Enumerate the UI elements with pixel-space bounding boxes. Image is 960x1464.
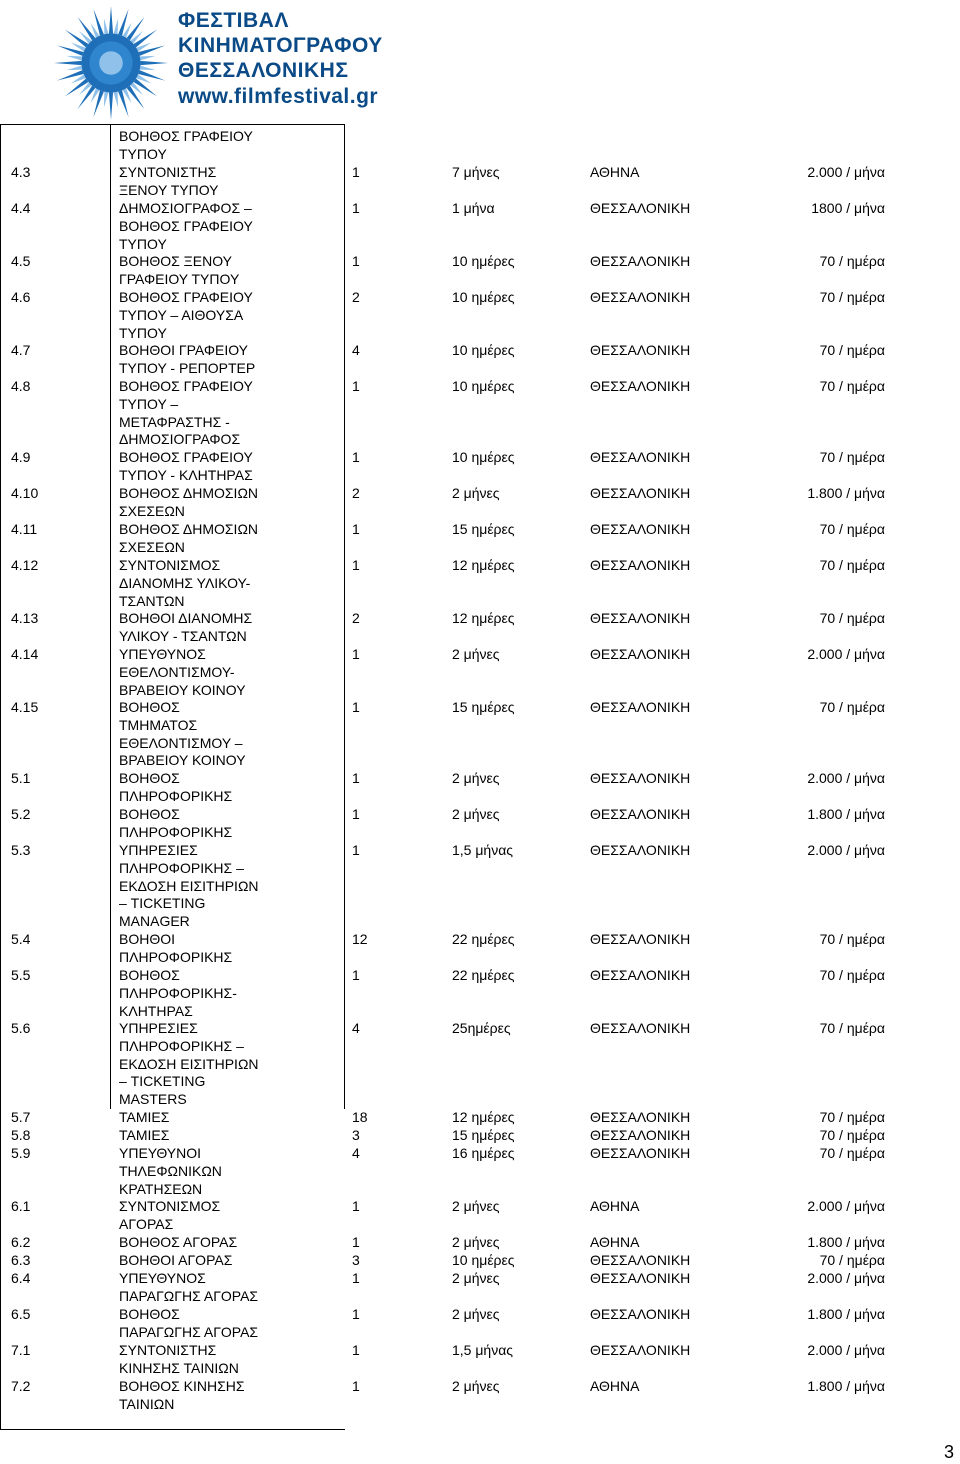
headcount-cell: 1 [352, 646, 360, 662]
headcount-cell: 1 [352, 1378, 360, 1394]
duration-cell: 15 ημέρες [452, 699, 515, 715]
pay-rate-cell: 1800 / μήνα [811, 200, 885, 216]
column-divider-details [344, 124, 345, 1109]
sun-ray [140, 56, 156, 61]
row-number-cell: 5.2 [11, 806, 31, 822]
column-divider-role [110, 124, 111, 1109]
location-cell: ΘΕΣΣΑΛΟΝΙΚΗ [590, 1020, 691, 1036]
role-title-cell: ΒΟΗΘΟΙ ΓΡΑΦΕΙΟΥ ΤΥΠΟΥ - ΡΕΠΟΡΤΕΡ [119, 342, 256, 376]
pay-rate-cell: 1.800 / μήνα [807, 1378, 885, 1394]
headcount-cell: 1 [352, 521, 360, 537]
row-number-cell: 4.5 [11, 253, 31, 269]
duration-cell: 1,5 μήνας [452, 842, 514, 858]
role-title-cell: ΣΥΝΤΟΝΙΣΤΗΣ ΚΙΝΗΣΗΣ ΤΑΙΝΙΩΝ [119, 1342, 239, 1376]
role-title-cell: ΒΟΗΘΟΣ ΓΡΑΦΕΙΟΥ ΤΥΠΟΥ – ΑΙΘΟΥΣΑ ΤΥΠΟΥ [119, 289, 253, 341]
pay-rate-cell: 70 / ημέρα [819, 1020, 885, 1036]
location-cell: ΘΕΣΣΑΛΟΝΙΚΗ [590, 646, 691, 662]
pay-rate-cell: 70 / ημέρα [819, 699, 885, 715]
headcount-cell: 1 [352, 967, 360, 983]
sun-ray [114, 92, 119, 108]
headcount-cell: 4 [352, 342, 360, 358]
location-cell: ΘΕΣΣΑΛΟΝΙΚΗ [590, 1127, 691, 1143]
duration-cell: 2 μήνες [452, 1198, 500, 1214]
duration-cell: 10 ημέρες [452, 378, 515, 394]
headcount-cell: 4 [352, 1145, 360, 1161]
headcount-cell: 2 [352, 289, 360, 305]
row-number-cell: 5.9 [11, 1145, 31, 1161]
location-cell: ΘΕΣΣΑΛΟΝΙΚΗ [590, 521, 691, 537]
row-number-cell: 5.7 [11, 1109, 31, 1125]
pay-rate-cell: 2.000 / μήνα [807, 842, 885, 858]
festival-sun-logo-icon [52, 4, 170, 122]
duration-cell: 2 μήνες [452, 485, 500, 501]
row-number-cell: 5.3 [11, 842, 31, 858]
table-border-bottom [0, 1429, 345, 1430]
row-number-cell: 6.4 [11, 1270, 31, 1286]
duration-cell: 2 μήνες [452, 1306, 500, 1322]
row-number-cell: 5.8 [11, 1127, 31, 1143]
role-title-cell: ΥΠΕΥΘΥΝΟΣ ΠΑΡΑΓΩΓΗΣ ΑΓΟΡΑΣ [119, 1270, 259, 1304]
pay-rate-cell: 70 / ημέρα [819, 931, 885, 947]
location-cell: ΘΕΣΣΑΛΟΝΙΚΗ [590, 1252, 691, 1268]
headcount-cell: 18 [352, 1109, 368, 1125]
row-number-cell: 6.2 [11, 1234, 31, 1250]
role-title-cell: ΒΟΗΘΟΣ ΠΑΡΑΓΩΓΗΣ ΑΓΟΡΑΣ [119, 1306, 259, 1340]
duration-cell: 15 ημέρες [452, 1127, 515, 1143]
sun-ray [66, 56, 82, 61]
location-cell: ΑΘΗΝΑ [590, 164, 640, 180]
festival-logo-text [178, 8, 478, 111]
pay-rate-cell: 70 / ημέρα [819, 342, 885, 358]
duration-cell: 2 μήνες [452, 646, 500, 662]
location-cell: ΘΕΣΣΑΛΟΝΙΚΗ [590, 1145, 691, 1161]
pay-rate-cell: 70 / ημέρα [819, 1127, 885, 1143]
role-title-cell: ΤΑΜΙΕΣ [119, 1127, 170, 1143]
role-title-cell: ΒΟΗΘΟΣ ΚΙΝΗΣΗΣ ΤΑΙΝΙΩΝ [119, 1378, 245, 1412]
duration-cell: 10 ημέρες [452, 342, 515, 358]
headcount-cell: 1 [352, 1234, 360, 1250]
sun-ray [140, 66, 156, 71]
headcount-cell: 1 [352, 378, 360, 394]
headcount-cell: 1 [352, 164, 360, 180]
duration-cell: 1,5 μήνας [452, 1342, 514, 1358]
sun-ray [66, 66, 82, 71]
role-title-cell: ΣΥΝΤΟΝΙΣΜΟΣ ΔΙΑΝΟΜΗΣ ΥΛΙΚΟΥ- ΤΣΑΝΤΩΝ [119, 557, 251, 609]
location-cell: ΘΕΣΣΑΛΟΝΙΚΗ [590, 1342, 691, 1358]
location-cell: ΘΕΣΣΑΛΟΝΙΚΗ [590, 770, 691, 786]
headcount-cell: 1 [352, 842, 360, 858]
row-number-cell: 5.5 [11, 967, 31, 983]
row-number-cell: 6.1 [11, 1198, 31, 1214]
pay-rate-cell: 70 / ημέρα [819, 378, 885, 394]
duration-cell: 10 ημέρες [452, 449, 515, 465]
table-border-left [0, 124, 1, 1429]
pay-rate-cell: 70 / ημέρα [819, 521, 885, 537]
row-number-cell: 4.11 [11, 521, 38, 537]
location-cell: ΘΕΣΣΑΛΟΝΙΚΗ [590, 485, 691, 501]
location-cell: ΘΕΣΣΑΛΟΝΙΚΗ [590, 253, 691, 269]
row-number-cell: 6.5 [11, 1306, 31, 1322]
sun-ray [109, 92, 113, 120]
row-number-cell: 4.13 [11, 610, 39, 626]
duration-cell: 7 μήνες [452, 164, 500, 180]
duration-cell: 10 ημέρες [452, 253, 515, 269]
pay-rate-cell: 2.000 / μήνα [807, 646, 885, 662]
pay-rate-cell: 70 / ημέρα [819, 557, 885, 573]
pay-rate-cell: 70 / ημέρα [819, 289, 885, 305]
pay-rate-cell: 1.800 / μήνα [807, 1234, 885, 1250]
row-number-cell: 7.2 [11, 1378, 31, 1394]
duration-cell: 10 ημέρες [452, 1252, 515, 1268]
duration-cell: 12 ημέρες [452, 1109, 515, 1125]
location-cell: ΘΕΣΣΑΛΟΝΙΚΗ [590, 378, 691, 394]
headcount-cell: 1 [352, 806, 360, 822]
pay-rate-cell: 70 / ημέρα [819, 967, 885, 983]
duration-cell: 1 μήνα [452, 200, 495, 216]
role-title-cell: ΒΟΗΘΟΣ ΓΡΑΦΕΙΟΥ ΤΥΠΟΥ [119, 128, 253, 162]
role-title-cell: ΒΟΗΘΟΣ ΔΗΜΟΣΙΩΝ ΣΧΕΣΕΩΝ [119, 485, 259, 519]
role-title-cell: ΤΑΜΙΕΣ [119, 1109, 170, 1125]
pay-rate-cell: 70 / ημέρα [819, 253, 885, 269]
row-number-cell: 7.1 [11, 1342, 31, 1358]
pay-rate-cell: 2.000 / μήνα [807, 770, 885, 786]
logo-line-2: ΚΙΝΗΜΑΤΟΓΡΑΦΟΥ [178, 34, 383, 57]
duration-cell: 2 μήνες [452, 770, 500, 786]
duration-cell: 10 ημέρες [452, 289, 515, 305]
location-cell: ΑΘΗΝΑ [590, 1198, 640, 1214]
pay-rate-cell: 70 / ημέρα [819, 449, 885, 465]
row-number-cell: 4.3 [11, 164, 31, 180]
duration-cell: 22 ημέρες [452, 967, 515, 983]
row-number-cell: 4.7 [11, 342, 31, 358]
location-cell: ΘΕΣΣΑΛΟΝΙΚΗ [590, 557, 691, 573]
location-cell: ΘΕΣΣΑΛΟΝΙΚΗ [590, 289, 691, 305]
headcount-cell: 1 [352, 770, 360, 786]
duration-cell: 12 ημέρες [452, 557, 515, 573]
headcount-cell: 1 [352, 449, 360, 465]
role-title-cell: ΒΟΗΘΟΣ ΓΡΑΦΕΙΟΥ ΤΥΠΟΥ – ΜΕΤΑΦΡΑΣΤΗΣ - ΔΗΜΟΣΙΟΓΡΑΦΟΣ [119, 378, 253, 448]
role-title-cell: ΥΠΕΥΘΥΝΟΙ ΤΗΛΕΦΩΝΙΚΩΝ ΚΡΑΤΗΣΕΩΝ [119, 1145, 222, 1197]
headcount-cell: 1 [352, 253, 360, 269]
headcount-cell: 2 [352, 485, 360, 501]
role-title-cell: ΒΟΗΘΟΣ ΓΡΑΦΕΙΟΥ ΤΥΠΟΥ - ΚΛΗΤΗΡΑΣ [119, 449, 253, 483]
festival-website-link[interactable]: www.filmfestival.gr [178, 85, 379, 108]
row-number-cell: 4.12 [11, 557, 39, 573]
pay-rate-cell: 1.800 / μήνα [807, 1306, 885, 1322]
pay-rate-cell: 70 / ημέρα [819, 610, 885, 626]
headcount-cell: 1 [352, 1342, 360, 1358]
pay-rate-cell: 2.000 / μήνα [807, 1198, 885, 1214]
logo-line-3: ΘΕΣΣΑΛΟΝΙΚΗΣ [178, 59, 349, 82]
role-title-cell: ΒΟΗΘΟΣ ΑΓΟΡΑΣ [119, 1234, 238, 1250]
row-number-cell: 4.8 [11, 378, 31, 394]
location-cell: ΘΕΣΣΑΛΟΝΙΚΗ [590, 200, 691, 216]
role-title-cell: ΣΥΝΤΟΝΙΣΜΟΣ ΑΓΟΡΑΣ [119, 1198, 221, 1232]
location-cell: ΑΘΗΝΑ [590, 1378, 640, 1394]
headcount-cell: 1 [352, 200, 360, 216]
headcount-cell: 3 [352, 1127, 360, 1143]
pay-rate-cell: 70 / ημέρα [819, 1145, 885, 1161]
pay-rate-cell: 70 / ημέρα [819, 1109, 885, 1125]
sun-ray [109, 6, 113, 34]
role-title-cell: ΣΥΝΤΟΝΙΣΤΗΣ ΞΕΝΟΥ ΤΥΠΟΥ [119, 164, 219, 198]
row-number-cell: 5.1 [11, 770, 31, 786]
pay-rate-cell: 70 / ημέρα [819, 1252, 885, 1268]
role-title-cell: ΒΟΗΘΟΣ ΠΛΗΡΟΦΟΡΙΚΗΣ- ΚΛΗΤΗΡΑΣ [119, 967, 237, 1019]
location-cell: ΘΕΣΣΑΛΟΝΙΚΗ [590, 806, 691, 822]
location-cell: ΘΕΣΣΑΛΟΝΙΚΗ [590, 931, 691, 947]
role-title-cell: ΔΗΜΟΣΙΟΓΡΑΦΟΣ – ΒΟΗΘΟΣ ΓΡΑΦΕΙΟΥ ΤΥΠΟΥ [119, 200, 253, 252]
headcount-cell: 1 [352, 1270, 360, 1286]
headcount-cell: 2 [352, 610, 360, 626]
row-number-cell: 4.15 [11, 699, 39, 715]
duration-cell: 16 ημέρες [452, 1145, 515, 1161]
location-cell: ΘΕΣΣΑΛΟΝΙΚΗ [590, 1270, 691, 1286]
row-number-cell: 6.3 [11, 1252, 31, 1268]
duration-cell: 25ημέρες [452, 1020, 511, 1036]
location-cell: ΘΕΣΣΑΛΟΝΙΚΗ [590, 699, 691, 715]
role-title-cell: ΒΟΗΘΟΣ ΠΛΗΡΟΦΟΡΙΚΗΣ [119, 770, 233, 804]
pay-rate-cell: 2.000 / μήνα [807, 164, 885, 180]
sun-ray [140, 61, 168, 65]
headcount-cell: 3 [352, 1252, 360, 1268]
role-title-cell: ΒΟΗΘΟΣ ΞΕΝΟΥ ΓΡΑΦΕΙΟΥ ΤΥΠΟΥ [119, 253, 240, 287]
pay-rate-cell: 2.000 / μήνα [807, 1270, 885, 1286]
sun-ray [114, 18, 119, 34]
location-cell: ΘΕΣΣΑΛΟΝΙΚΗ [590, 449, 691, 465]
row-number-cell: 4.10 [11, 485, 39, 501]
headcount-cell: 1 [352, 1306, 360, 1322]
duration-cell: 2 μήνες [452, 1378, 500, 1394]
logo-line-1: ΦΕΣΤΙΒΑΛ [178, 9, 289, 32]
role-title-cell: ΥΠΕΥΘΥΝΟΣ ΕΘΕΛΟΝΤΙΣΜΟΥ- ΒΡΑΒΕΙΟΥ ΚΟΙΝΟΥ [119, 646, 246, 698]
positions-table [0, 124, 960, 1429]
headcount-cell: 4 [352, 1020, 360, 1036]
sun-ray [54, 61, 82, 65]
duration-cell: 2 μήνες [452, 1234, 500, 1250]
duration-cell: 15 ημέρες [452, 521, 515, 537]
role-title-cell: ΒΟΗΘΟΙ ΔΙΑΝΟΜΗΣ ΥΛΙΚΟΥ - ΤΣΑΝΤΩΝ [119, 610, 253, 644]
location-cell: ΘΕΣΣΑΛΟΝΙΚΗ [590, 1306, 691, 1322]
role-title-cell: ΥΠΗΡΕΣΙΕΣ ΠΛΗΡΟΦΟΡΙΚΗΣ – ΕΚΔΟΣΗ ΕΙΣΙΤΗΡΙΩΝ – TICKETING MASTERS [119, 1020, 259, 1108]
pay-rate-cell: 2.000 / μήνα [807, 1342, 885, 1358]
row-number-cell: 5.6 [11, 1020, 31, 1036]
row-number-cell: 4.6 [11, 289, 31, 305]
table-border-top [0, 124, 345, 125]
role-title-cell: ΒΟΗΘΟΙ ΠΛΗΡΟΦΟΡΙΚΗΣ [119, 931, 233, 965]
role-title-cell: ΒΟΗΘΟΣ ΤΜΗΜΑΤΟΣ ΕΘΕΛΟΝΤΙΣΜΟΥ – ΒΡΑΒΕΙΟΥ ΚΟΙΝΟΥ [119, 699, 246, 769]
location-cell: ΘΕΣΣΑΛΟΝΙΚΗ [590, 967, 691, 983]
headcount-cell: 1 [352, 1198, 360, 1214]
duration-cell: 12 ημέρες [452, 610, 515, 626]
duration-cell: 22 ημέρες [452, 931, 515, 947]
location-cell: ΘΕΣΣΑΛΟΝΙΚΗ [590, 610, 691, 626]
sun-ray [104, 18, 109, 34]
pay-rate-cell: 1.800 / μήνα [807, 806, 885, 822]
role-title-cell: ΒΟΗΘΟΣ ΔΗΜΟΣΙΩΝ ΣΧΕΣΕΩΝ [119, 521, 259, 555]
headcount-cell: 1 [352, 557, 360, 573]
duration-cell: 2 μήνες [452, 1270, 500, 1286]
page-number: 3 [944, 1442, 955, 1462]
location-cell: ΑΘΗΝΑ [590, 1234, 640, 1250]
role-title-cell: ΒΟΗΘΟΙ ΑΓΟΡΑΣ [119, 1252, 233, 1268]
duration-cell: 2 μήνες [452, 806, 500, 822]
location-cell: ΘΕΣΣΑΛΟΝΙΚΗ [590, 342, 691, 358]
location-cell: ΘΕΣΣΑΛΟΝΙΚΗ [590, 1109, 691, 1125]
headcount-cell: 12 [352, 931, 368, 947]
location-cell: ΘΕΣΣΑΛΟΝΙΚΗ [590, 842, 691, 858]
pay-rate-cell: 1.800 / μήνα [807, 485, 885, 501]
row-number-cell: 4.9 [11, 449, 31, 465]
headcount-cell: 1 [352, 699, 360, 715]
festival-header [52, 0, 472, 122]
row-number-cell: 4.14 [11, 646, 39, 662]
row-number-cell: 5.4 [11, 931, 31, 947]
role-title-cell: ΒΟΗΘΟΣ ΠΛΗΡΟΦΟΡΙΚΗΣ [119, 806, 233, 840]
row-number-cell: 4.4 [11, 200, 31, 216]
sun-ray [104, 92, 109, 108]
role-title-cell: ΥΠΗΡΕΣΙΕΣ ΠΛΗΡΟΦΟΡΙΚΗΣ – ΕΚΔΟΣΗ ΕΙΣΙΤΗΡΙΩΝ – TICKETING MANAGER [119, 842, 259, 930]
